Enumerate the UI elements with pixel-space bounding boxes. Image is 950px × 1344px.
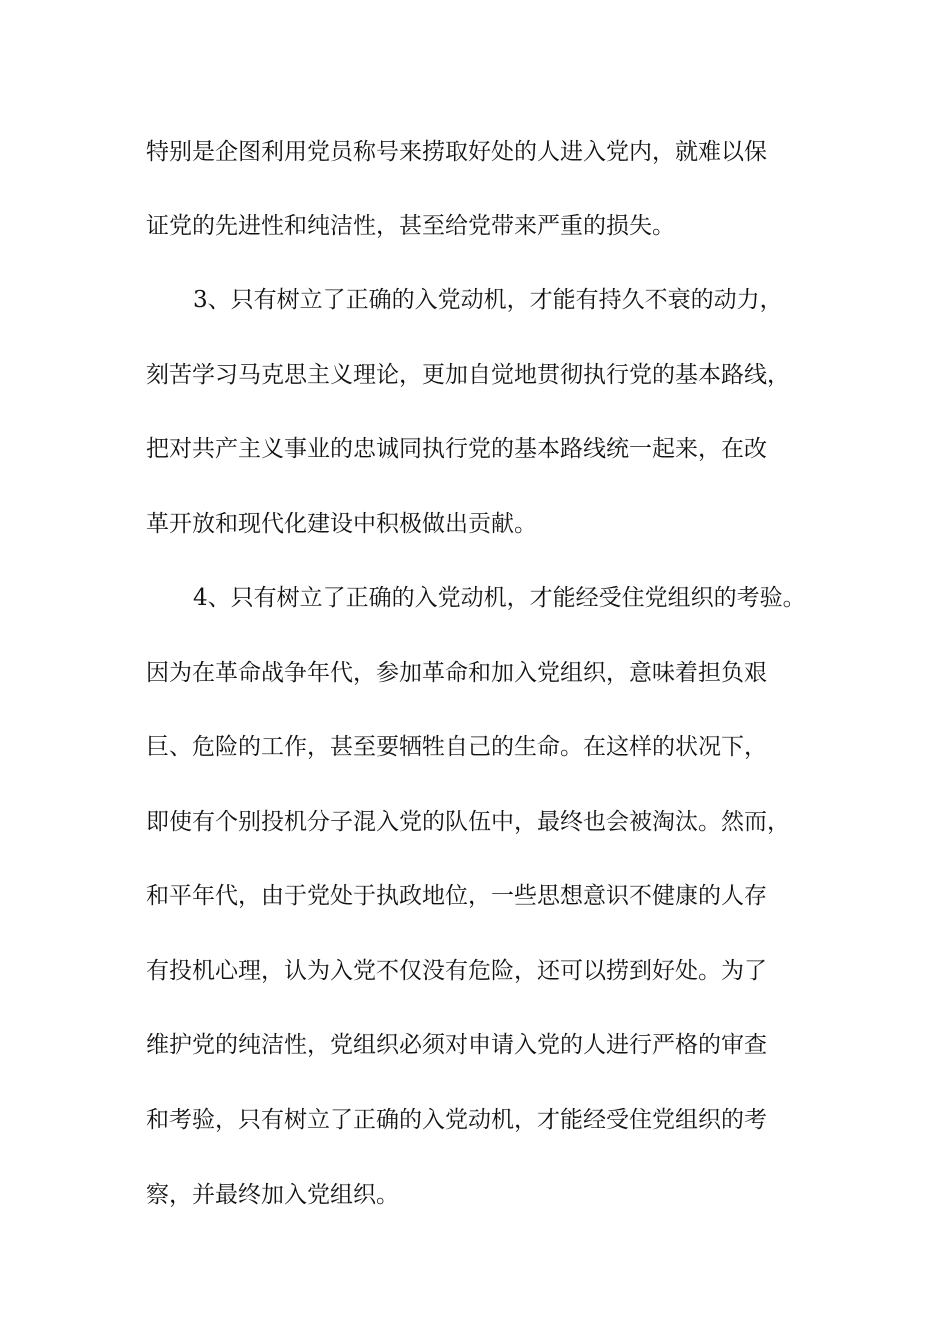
- text-line: 证党的先进性和纯洁性，甚至给党带来严重的损失。: [146, 213, 675, 239]
- text-line: 维护党的纯洁性，党组织必须对申请入党的人进行严格的审查: [146, 1032, 767, 1058]
- text-line: 和平年代，由于党处于执政地位，一些思想意识不健康的人存: [146, 883, 767, 909]
- paragraph-4-first-line: 4、只有树立了正确的入党动机，才能经受住党组织的考验。: [193, 585, 806, 611]
- text-line: 有投机心理，认为入党不仅没有危险，还可以捞到好处。为了: [146, 958, 767, 984]
- text-line: 革开放和现代化建设中积极做出贡献。: [146, 511, 537, 537]
- text-line: 察，并最终加入党组织。: [146, 1182, 399, 1208]
- paragraph-3-first-line: 3、只有树立了正确的入党动机，才能有持久不衰的动力，: [193, 287, 783, 313]
- text-line: 即使有个别投机分子混入党的队伍中，最终也会被淘汰。然而，: [146, 809, 790, 835]
- text-line: 因为在革命战争年代，参加革命和加入党组织，意味着担负艰: [146, 660, 767, 686]
- text-line: 刻苦学习马克思主义理论，更加自觉地贯彻执行党的基本路线，: [146, 362, 790, 388]
- text-line: 巨、危险的工作，甚至要牺牲自己的生命。在这样的状况下，: [146, 734, 767, 760]
- text-line: 把对共产主义事业的忠诚同执行党的基本路线统一起来，在改: [146, 436, 767, 462]
- text-line: 和考验，只有树立了正确的入党动机，才能经受住党组织的考: [146, 1107, 767, 1133]
- text-line: 特别是企图利用党员称号来捞取好处的人进入党内，就难以保: [146, 139, 767, 165]
